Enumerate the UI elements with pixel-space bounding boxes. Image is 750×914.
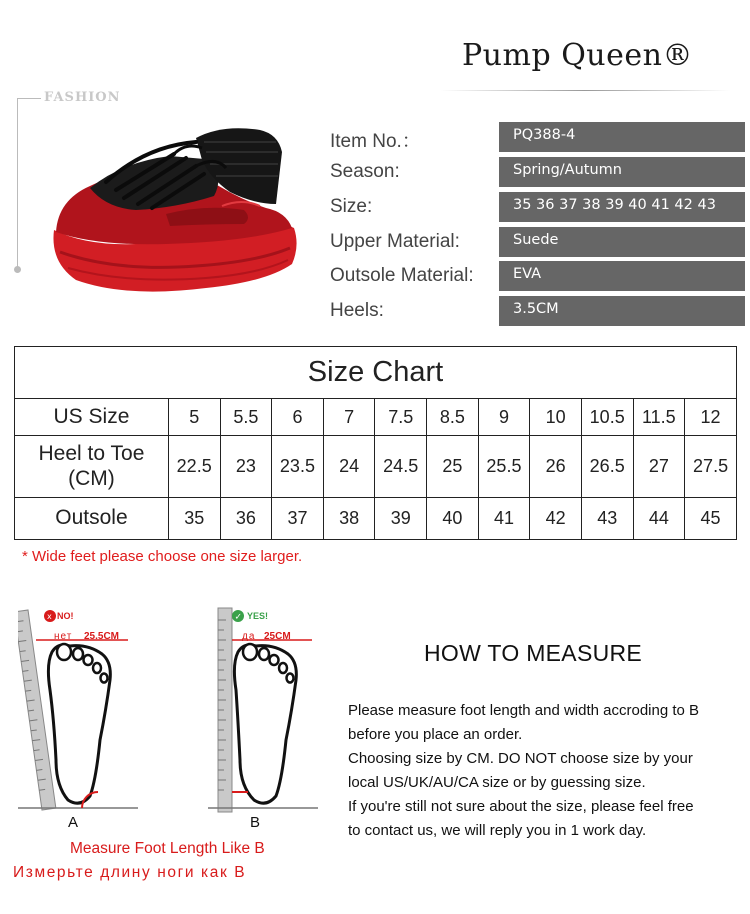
table-cell: 27.5	[685, 436, 737, 498]
figure-a-measure: 25.5CM	[84, 631, 120, 642]
table-cell: 25	[427, 436, 479, 498]
brand-underline	[440, 90, 730, 91]
table-cell: 12	[685, 399, 737, 436]
table-cell: 25.5	[478, 436, 530, 498]
fashion-dot	[14, 266, 21, 273]
table-row	[15, 399, 737, 436]
how-to-measure-line: Choosing size by CM. DO NOT choose size by your	[348, 750, 693, 767]
figure-a-badge: NO!	[57, 611, 74, 621]
spec-label-size: Size:	[330, 196, 373, 217]
spec-value-size: 35 36 37 38 39 40 41 42 43	[499, 192, 745, 222]
figure-b-text: да	[242, 631, 256, 642]
table-cell: 40	[427, 498, 479, 540]
how-to-measure-line: to contact us, we will reply you in 1 work day.	[348, 822, 647, 839]
spec-value-outsole-material: EVA	[499, 261, 745, 291]
table-cell: 26.5	[581, 436, 633, 498]
figure-a-text: нет	[54, 631, 73, 642]
spec-value-heels: 3.5CM	[499, 296, 745, 326]
table-cell: 41	[478, 498, 530, 540]
svg-text:✓: ✓	[234, 612, 243, 623]
row-label-us-size: US Size	[15, 399, 169, 436]
foot-measure-figure-a	[18, 600, 138, 830]
fashion-bracket	[17, 98, 41, 270]
fashion-watermark: FASHION	[44, 90, 121, 105]
table-cell: 11.5	[633, 399, 685, 436]
figure-b-measure: 25CM	[264, 631, 291, 642]
how-to-measure-title: HOW TO MEASURE	[424, 640, 643, 666]
table-cell: 44	[633, 498, 685, 540]
foot-measure-figure-b	[208, 600, 318, 830]
table-cell: 7	[323, 399, 375, 436]
table-cell: 27	[633, 436, 685, 498]
table-cell: 39	[375, 498, 427, 540]
how-to-measure-line: before you place an order.	[348, 726, 523, 743]
figure-b-label: B	[250, 814, 261, 831]
table-row	[15, 436, 737, 498]
spec-value-season: Spring/Autumn	[499, 157, 745, 187]
how-to-measure-line: local US/UK/AU/CA size or by guessing size.	[348, 774, 646, 791]
table-cell: 10	[530, 399, 582, 436]
table-cell: 24	[323, 436, 375, 498]
table-cell: 37	[272, 498, 324, 540]
table-cell: 5.5	[220, 399, 272, 436]
table-cell: 26	[530, 436, 582, 498]
table-cell: 45	[685, 498, 737, 540]
row-label-heel-to-toe: Heel to Toe (CM)	[15, 436, 169, 498]
svg-text:x: x	[47, 612, 52, 621]
spec-value-upper-material: Suede	[499, 227, 745, 257]
table-cell: 7.5	[375, 399, 427, 436]
measure-caption-en: Measure Foot Length Like B	[70, 840, 265, 857]
spec-label-outsole-material: Outsole Material:	[330, 265, 474, 286]
table-cell: 35	[168, 498, 220, 540]
spec-label-season: Season:	[330, 161, 400, 182]
sneaker-image	[46, 112, 302, 302]
how-to-measure-line: If you're still not sure about the size, please feel free	[348, 798, 694, 815]
wide-feet-note: * Wide feet please choose one size larger.	[22, 548, 303, 565]
spec-label-heels: Heels:	[330, 300, 384, 321]
spec-label-item-no: Item No.：	[330, 131, 421, 152]
table-cell: 10.5	[581, 399, 633, 436]
table-cell: 38	[323, 498, 375, 540]
table-cell: 36	[220, 498, 272, 540]
table-cell: 43	[581, 498, 633, 540]
table-cell: 5	[168, 399, 220, 436]
table-cell: 24.5	[375, 436, 427, 498]
table-cell: 42	[530, 498, 582, 540]
measure-caption-ru: Измерьте длину ноги как B	[13, 864, 247, 881]
brand-name: Pump Queen®	[462, 38, 693, 73]
table-row	[15, 498, 737, 540]
table-cell: 9	[478, 399, 530, 436]
table-cell: 22.5	[168, 436, 220, 498]
table-cell: 6	[272, 399, 324, 436]
size-chart-table	[14, 346, 737, 540]
table-cell: 23.5	[272, 436, 324, 498]
spec-value-item-no: PQ388-4	[499, 122, 745, 152]
row-label-outsole: Outsole	[15, 498, 169, 540]
figure-b-badge: YES!	[247, 611, 269, 621]
spec-label-upper-material: Upper Material:	[330, 231, 460, 252]
size-chart-title: Size Chart	[15, 347, 737, 399]
figure-a-label: A	[68, 814, 79, 831]
how-to-measure-line: Please measure foot length and width accroding to B	[348, 702, 700, 719]
table-cell: 23	[220, 436, 272, 498]
table-cell: 8.5	[427, 399, 479, 436]
